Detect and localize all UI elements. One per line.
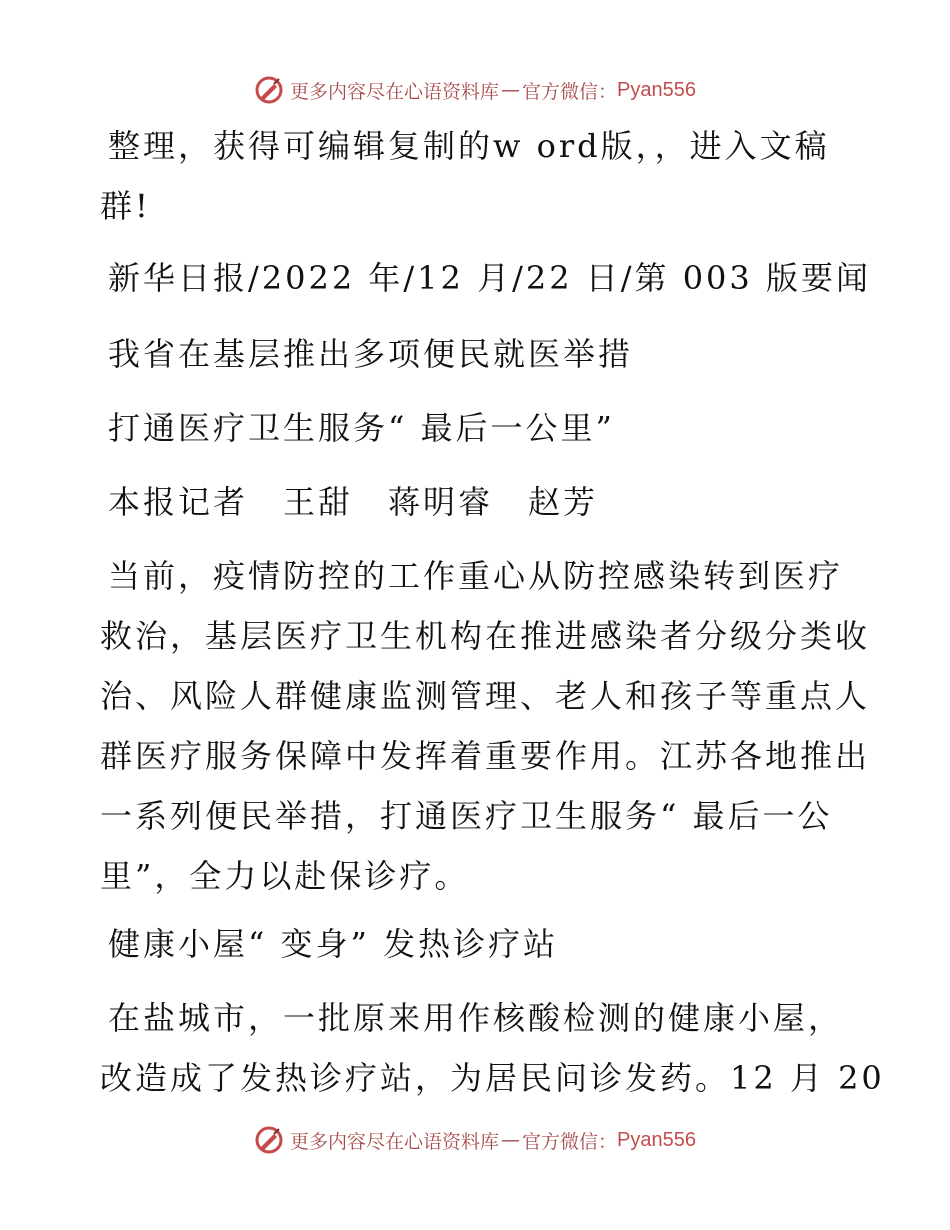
footer-banner-separator: — xyxy=(501,1129,521,1151)
doc-section-heading: 健康小屋“ 变身” 发热诊疗站 xyxy=(108,925,559,963)
header-banner-separator: — xyxy=(501,79,521,101)
header-banner-contact: 官方微信： xyxy=(522,80,618,103)
doc-line-1: 整理，获得可编辑复制的w ord版，，进入文稿 xyxy=(108,127,830,165)
doc-para1-line6: 里”，全力以赴保诊疗。 xyxy=(100,857,470,895)
doc-para1-line3: 治、风险人群健康监测管理、老人和孩子等重点人 xyxy=(100,677,871,715)
footer-banner-wechat-id: Pyan556 xyxy=(617,1128,696,1151)
footer-banner-text: 更多内容尽在心语资料库 xyxy=(290,1130,500,1153)
doc-headline: 我省在基层推出多项便民就医举措 xyxy=(108,335,634,373)
feather-pen-logo-icon xyxy=(254,1125,284,1155)
doc-para2-line2: 改造成了发热诊疗站，为居民问诊发药。12 月 20 xyxy=(100,1059,885,1097)
doc-line-2: 群! xyxy=(100,187,151,225)
doc-para1-line2: 救治，基层医疗卫生机构在推进感染者分级分类收 xyxy=(100,617,871,655)
header-banner-text: 更多内容尽在心语资料库 xyxy=(290,80,500,103)
footer-banner xyxy=(0,1120,950,1160)
header-banner xyxy=(0,70,950,110)
doc-line-source: 新华日报/2022 年/12 月/22 日/第 003 版要闻 xyxy=(108,259,871,297)
doc-para1-line1: 当前，疫情防控的工作重心从防控感染转到医疗 xyxy=(108,557,844,595)
doc-para2-line1: 在盐城市，一批原来用作核酸检测的健康小屋， xyxy=(108,999,844,1037)
doc-para1-line4: 群医疗服务保障中发挥着重要作用。江苏各地推出 xyxy=(100,737,871,775)
doc-byline: 本报记者 王甜 蒋明睿 赵芳 xyxy=(108,483,599,521)
footer-banner-contact: 官方微信： xyxy=(522,1130,618,1153)
header-banner-wechat-id: Pyan556 xyxy=(617,78,696,101)
doc-subheadline: 打通医疗卫生服务“ 最后一公里” xyxy=(108,409,615,447)
feather-pen-logo-icon xyxy=(254,75,284,105)
doc-para1-line5: 一系列便民举措，打通医疗卫生服务“ 最后一公 xyxy=(100,797,833,835)
